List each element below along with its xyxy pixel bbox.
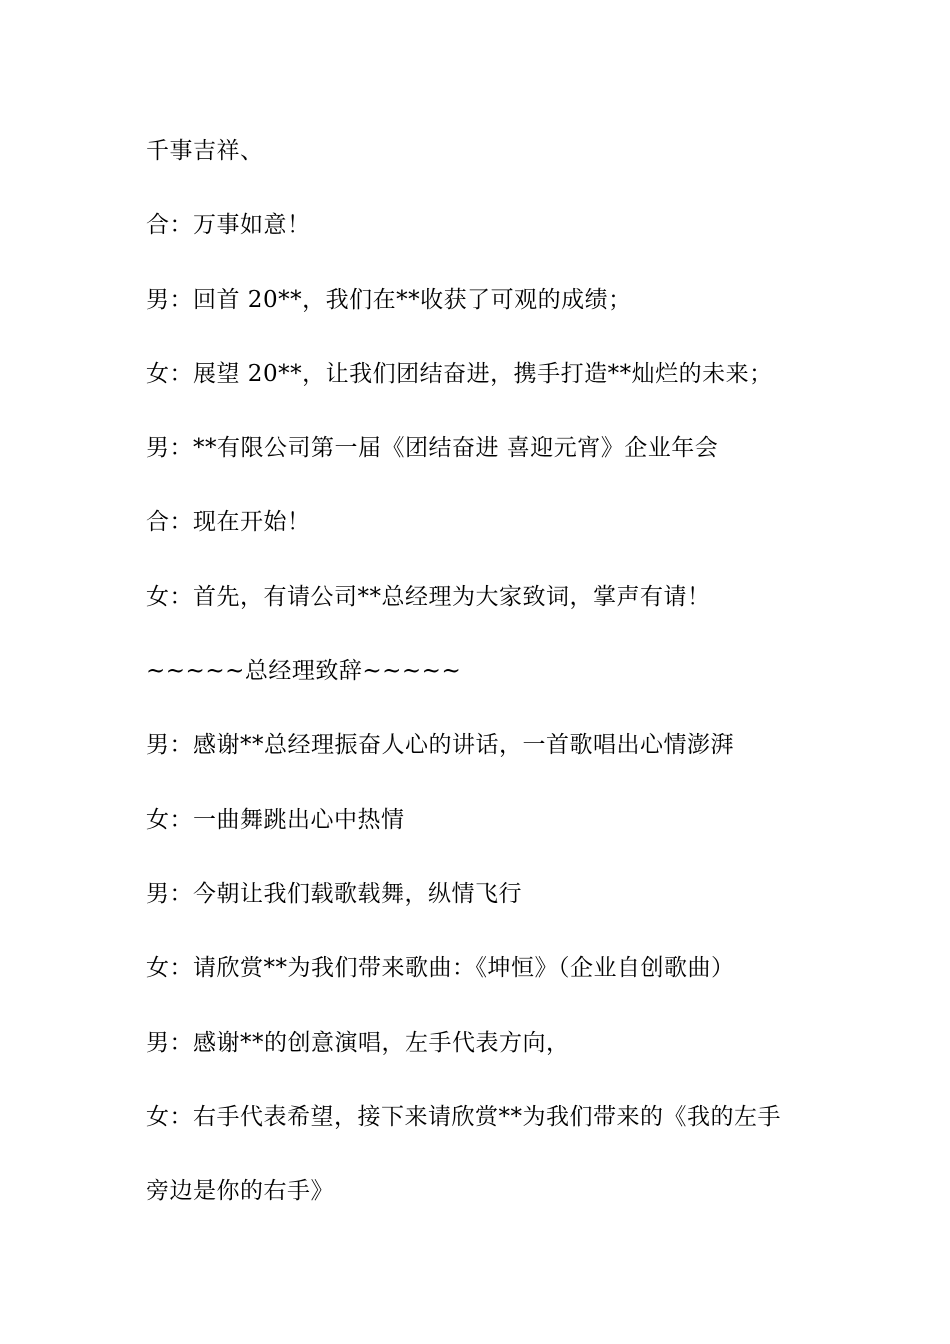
text-line: 男：今朝让我们载歌载舞，纵情飞行 xyxy=(146,880,522,907)
section-divider-text: ~~~~~总经理致辞~~~~~ xyxy=(146,658,462,685)
text-line: 女：首先，有请公司**总经理为大家致词，掌声有请！ xyxy=(146,583,711,610)
text-line: 女：一曲舞跳出心中热情 xyxy=(146,806,405,833)
text-line: 合：万事如意！ xyxy=(146,212,311,239)
text-line: 旁边是你的右手》 xyxy=(146,1178,334,1205)
text-line: 男：感谢**总经理振奋人心的讲话，一首歌唱出心情澎湃 xyxy=(146,732,734,759)
text-line: 男：回首 20**，我们在**收获了可观的成绩； xyxy=(146,286,632,313)
text-line: 男：感谢**的创意演唱，左手代表方向， xyxy=(146,1029,570,1056)
document-body xyxy=(146,132,826,1246)
text-line: 合：现在开始！ xyxy=(146,509,311,536)
text-line: 女：请欣赏**为我们带来歌曲：《坤恒》（企业自创歌曲） xyxy=(146,955,735,982)
text-line: 女：右手代表希望，接下来请欣赏**为我们带来的《我的左手 xyxy=(146,1103,781,1130)
text-line: 男：**有限公司第一届《团结奋进 喜迎元宵》企业年会 xyxy=(146,435,719,462)
text-line: 女：展望 20**，让我们团结奋进，携手打造**灿烂的未来； xyxy=(146,360,773,387)
text-line: 千事吉祥、 xyxy=(146,138,264,164)
